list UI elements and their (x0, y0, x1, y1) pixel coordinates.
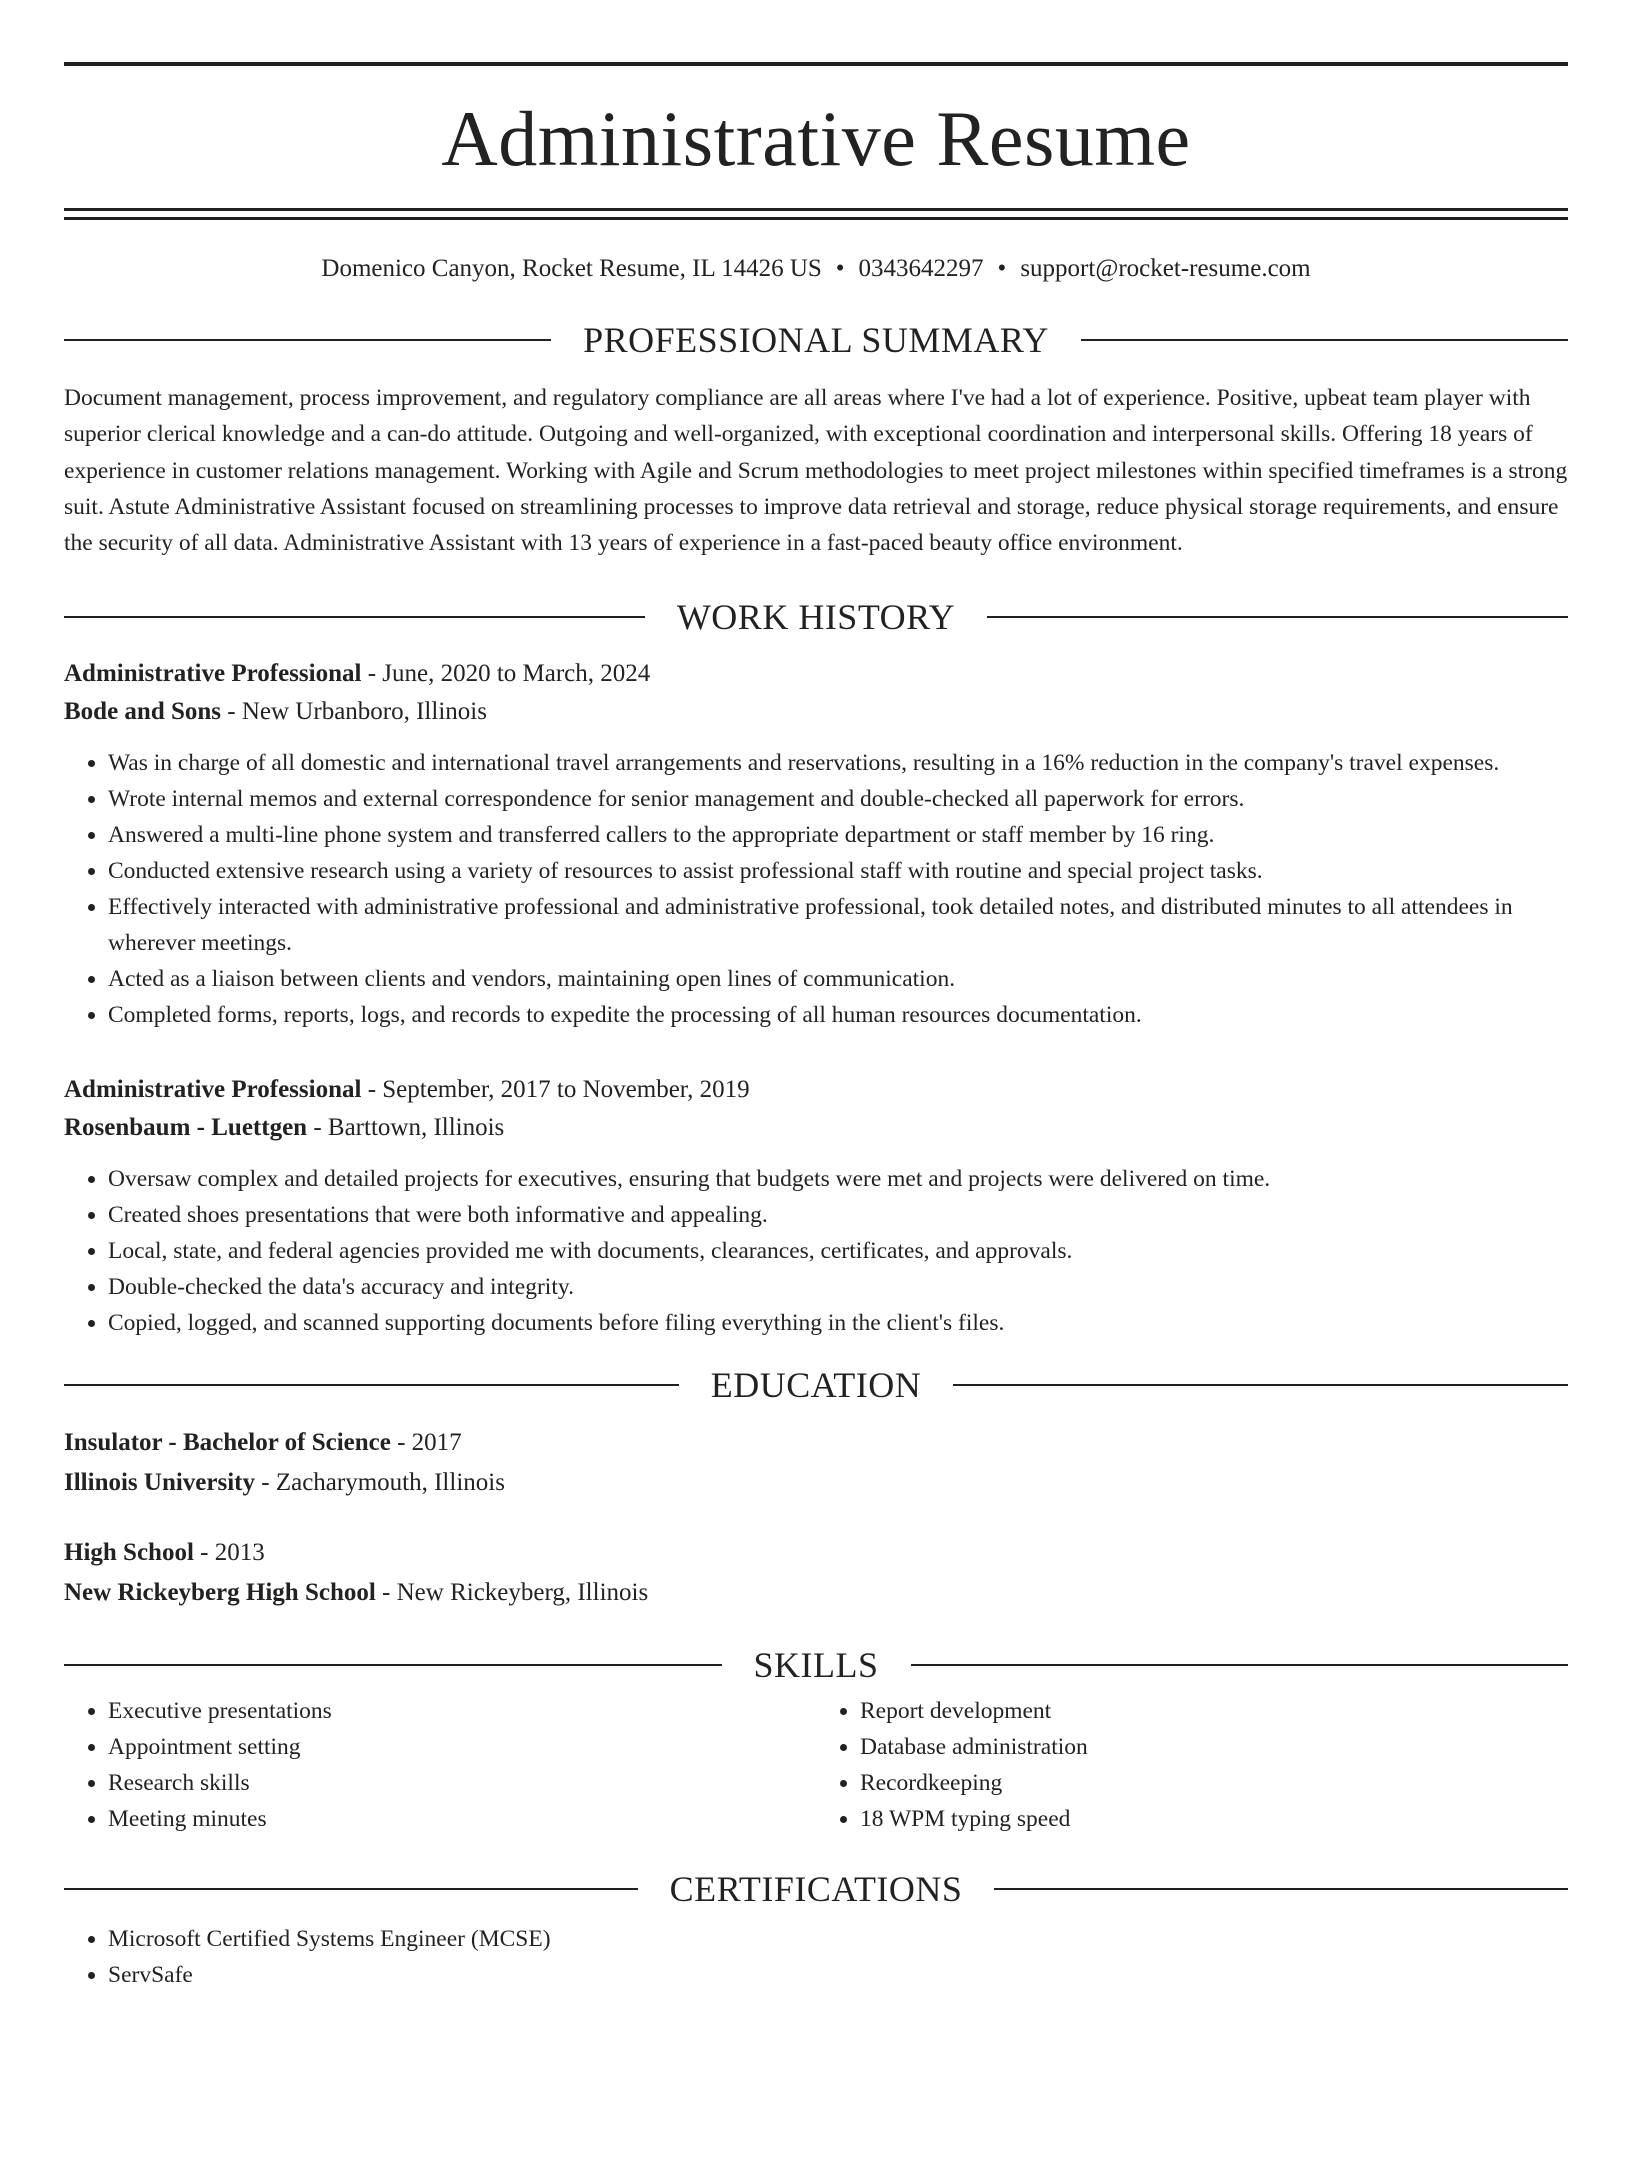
section-header-certifications (64, 1869, 1568, 1910)
skills-columns (64, 1693, 1568, 1837)
edu-school: New Rickeyberg High School (64, 1579, 376, 1607)
list-item: • Created shoes presentations that were both informative and appealing. (108, 1197, 1568, 1233)
job-company: Rosenbaum - Luettgen (64, 1114, 308, 1142)
skills-left-list (64, 1693, 816, 1837)
job-dates: - September, 2017 to November, 2019 (361, 1076, 750, 1104)
contact-line (64, 254, 1568, 284)
list-item: • Recordkeeping (860, 1765, 1568, 1801)
list-item: • Meeting minutes (108, 1801, 816, 1837)
title-double-rule (64, 208, 1568, 220)
edu-degree-line (64, 1533, 1568, 1573)
list-item: • Appointment setting (108, 1729, 816, 1765)
job-company-line (64, 693, 1568, 731)
education-entry (64, 1533, 1568, 1613)
section-title: PROFESSIONAL SUMMARY (583, 320, 1049, 360)
contact-separator: • (997, 255, 1007, 282)
skills-right-list (816, 1693, 1568, 1837)
list-item: • ServSafe (108, 1957, 1568, 1993)
section-title: SKILLS (753, 1645, 879, 1686)
list-item: • Effectively interacted with administrative professional and administrative professional, took detailed notes, and distributed minutes to all attendees in wherever meetings. (108, 889, 1568, 961)
section-header-skills (64, 1645, 1568, 1686)
edu-year: - 2013 (193, 1539, 265, 1567)
edu-degree: Insulator - Bachelor of Science (64, 1429, 391, 1457)
list-item: • Report development (860, 1693, 1568, 1729)
certifications-list (64, 1921, 1568, 1993)
job-title-line (64, 655, 1568, 693)
list-item: • Oversaw complex and detailed projects for executives, ensuring that budgets were met and projects were delivered on time. (108, 1161, 1568, 1197)
list-item: • Research skills (108, 1765, 816, 1801)
job-location: - New Urbanboro, Illinois (221, 698, 487, 726)
edu-location: - New Rickeyberg, Illinois (375, 1579, 649, 1607)
job-bullets (64, 1161, 1568, 1341)
edu-degree: High School (64, 1539, 194, 1567)
section-title: CERTIFICATIONS (669, 1869, 963, 1910)
edu-school-line (64, 1573, 1568, 1613)
job-title: Administrative Professional (64, 1076, 362, 1104)
list-item: • Database administration (860, 1729, 1568, 1765)
edu-degree-line (64, 1423, 1568, 1463)
list-item: • Acted as a liaison between clients and vendors, maintaining open lines of communication. (108, 961, 1568, 997)
list-item: • 18 WPM typing speed (860, 1801, 1568, 1837)
page-title: Administrative Resume (441, 95, 1191, 182)
list-item: • Was in charge of all domestic and international travel arrangements and reservations, resulting in a 16% reduction in the company's travel expenses. (108, 745, 1568, 781)
edu-location: - Zacharymouth, Illinois (255, 1469, 505, 1497)
job-title: Administrative Professional (64, 660, 362, 688)
section-header-education (64, 1365, 1568, 1406)
job-entry (64, 655, 1568, 1033)
list-item: • Answered a multi-line phone system and transferred callers to the appropriate department or staff member by 16 ring. (108, 817, 1568, 853)
list-item: • Completed forms, reports, logs, and records to expedite the processing of all human resources documentation. (108, 997, 1568, 1033)
job-location: - Barttown, Illinois (307, 1114, 505, 1142)
list-item: • Double-checked the data's accuracy and integrity. (108, 1269, 1568, 1305)
job-entry (64, 1071, 1568, 1341)
contact-phone: 0343642297 (858, 255, 984, 282)
section-header-summary (64, 322, 1568, 358)
job-company: Bode and Sons (64, 698, 222, 726)
job-company-line (64, 1109, 1568, 1147)
edu-year: - 2017 (390, 1429, 462, 1457)
list-item: • Executive presentations (108, 1693, 816, 1729)
job-dates: - June, 2020 to March, 2024 (361, 660, 651, 688)
resume-page (0, 62, 1632, 2174)
job-title-line (64, 1071, 1568, 1109)
edu-school-line (64, 1463, 1568, 1503)
list-item: • Conducted extensive research using a variety of resources to assist professional staff with routine and special project tasks. (108, 853, 1568, 889)
contact-email: support@rocket-resume.com (1020, 255, 1311, 282)
top-rule (64, 62, 1568, 66)
summary-text: Document management, process improvement, and regulatory compliance are all areas where I've had a lot of experience. Positive, upbeat team player with superior clerical knowledge and a can-do attitude. Outgoing and well-organized, with exceptional coordination and interpersonal skills. Offering 18 years of experience in customer relations management. Working with Agile and Scrum methodologies to meet project milestones within specified timeframes is a strong suit. Astute Administrative Assistant focused on streamlining processes to improve data retrieval and storage, reduce physical storage requirements, and ensure the security of all data. Administrative Assistant with 13 years of experience in a fast-paced beauty office environment. (64, 385, 1568, 557)
section-header-work (64, 597, 1568, 638)
section-title: WORK HISTORY (676, 597, 956, 638)
job-bullets (64, 745, 1568, 1033)
education-entry (64, 1423, 1568, 1503)
list-item: • Wrote internal memos and external correspondence for senior management and double-checked all paperwork for errors. (108, 781, 1568, 817)
contact-address: Domenico Canyon, Rocket Resume, IL 14426 US (321, 255, 822, 282)
contact-separator: • (835, 255, 845, 282)
list-item: • Microsoft Certified Systems Engineer (MCSE) (108, 1921, 1568, 1957)
list-item: • Copied, logged, and scanned supporting documents before filing everything in the client's files. (108, 1305, 1568, 1341)
section-title: EDUCATION (710, 1365, 922, 1406)
edu-school: Illinois University (64, 1469, 255, 1497)
list-item: • Local, state, and federal agencies provided me with documents, clearances, certificates, and approvals. (108, 1233, 1568, 1269)
